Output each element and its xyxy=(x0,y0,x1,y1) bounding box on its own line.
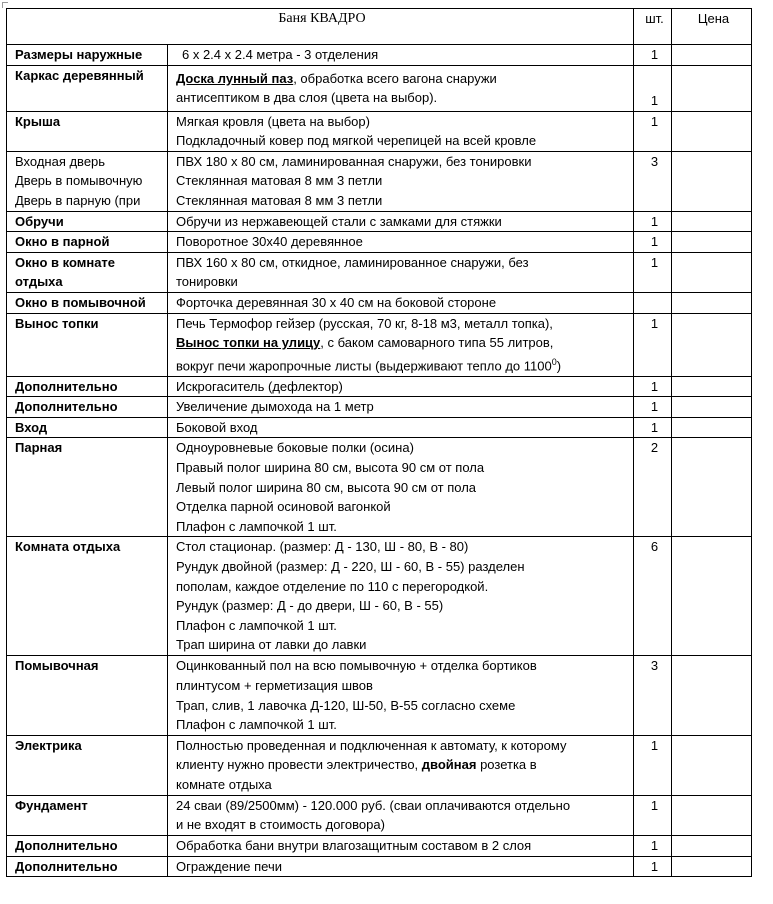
row-description xyxy=(168,151,634,211)
row-qty: 1 xyxy=(634,111,672,151)
table-row xyxy=(7,417,752,438)
row-price xyxy=(672,111,752,151)
row-description xyxy=(168,65,634,111)
row-price xyxy=(672,438,752,537)
row-description: Боковой вход xyxy=(168,417,634,438)
label-line: Окно в комнате xyxy=(15,254,116,270)
row-description xyxy=(168,313,634,376)
row-price xyxy=(672,537,752,656)
desc-text: ПВХ 160 х 80 см, откидное, ламинированное снаружи, без xyxy=(176,254,529,270)
row-label: Вынос топки xyxy=(7,313,168,376)
row-label: Помывочная xyxy=(7,656,168,735)
table-row xyxy=(7,313,752,376)
row-description xyxy=(168,252,634,292)
row-price xyxy=(672,232,752,253)
desc-text: Стеклянная матовая 8 мм 3 петли xyxy=(176,192,383,208)
row-qty: 1 xyxy=(634,65,672,111)
table-row xyxy=(7,252,752,292)
table-header-row xyxy=(7,9,752,45)
desc-text: Отделка парной осиновой вагонкой xyxy=(176,499,391,515)
row-description: Обручи из нержавеющей стали с замками для стяжки xyxy=(168,211,634,232)
desc-text: антисептиком в два слоя (цвета на выбор). xyxy=(176,90,438,106)
row-label xyxy=(7,252,168,292)
desc-text: Полностью проведенная и подключенная к автомату, к которому xyxy=(176,737,567,753)
row-qty: 3 xyxy=(634,656,672,735)
desc-text: Плафон с лампочкой 1 шт. xyxy=(176,717,337,733)
row-price xyxy=(672,656,752,735)
row-qty: 1 xyxy=(634,376,672,397)
table-row xyxy=(7,292,752,313)
desc-emphasis: Доска лунный паз xyxy=(176,70,294,86)
row-qty: 6 xyxy=(634,537,672,656)
table-title: Баня КВАДРО xyxy=(7,9,634,45)
table-row xyxy=(7,376,752,397)
desc-text: комнате отдыха xyxy=(176,776,272,792)
row-label: Электрика xyxy=(7,735,168,795)
row-description: Искрогаситель (дефлектор) xyxy=(168,376,634,397)
row-price xyxy=(672,417,752,438)
table-row xyxy=(7,835,752,856)
desc-text: ) xyxy=(556,358,562,374)
row-description: Обработка бани внутри влагозащитным составом в 2 слоя xyxy=(168,835,634,856)
desc-text: , с баком самоварного типа 55 литров, xyxy=(320,335,554,351)
row-label: Комната отдыха xyxy=(7,537,168,656)
label-line: Входная дверь xyxy=(15,153,106,169)
desc-text: Трап, слив, 1 лавочка Д-120, Ш-50, В-55 согласно схеме xyxy=(176,697,516,713)
table-row xyxy=(7,537,752,656)
desc-text: Плафон с лампочкой 1 шт. xyxy=(176,518,337,534)
desc-text: Правый полог ширина 80 см, высота 90 см от пола xyxy=(176,460,485,476)
row-label: Окно в парной xyxy=(7,232,168,253)
row-qty: 1 xyxy=(634,417,672,438)
desc-text: , обработка всего вагона снаружи xyxy=(293,70,497,86)
desc-text: Левый полог ширина 80 см, высота 90 см от пола xyxy=(176,479,477,495)
row-label: Дополнительно xyxy=(7,376,168,397)
row-qty: 2 xyxy=(634,438,672,537)
desc-text: 24 сваи (89/2500мм) - 120.000 руб. (сваи оплачиваются отдельно xyxy=(176,797,571,813)
row-qty: 1 xyxy=(634,232,672,253)
table-row xyxy=(7,656,752,735)
desc-text: тонировки xyxy=(176,274,238,290)
desc-text: вокруг печи жаропрочные листы (выдерживают тепло до 1100 xyxy=(176,358,552,374)
table-row xyxy=(7,151,752,211)
desc-text: и не входят в стоимость договора) xyxy=(176,817,385,833)
row-description: 6 x 2.4 x 2.4 метра - 3 отделения xyxy=(168,45,634,66)
row-price xyxy=(672,835,752,856)
row-qty: 1 xyxy=(634,397,672,418)
desc-text: Трап ширина от лавки до лавки xyxy=(176,637,367,653)
row-price xyxy=(672,856,752,877)
label-line: Дверь в помывочную xyxy=(15,173,143,189)
label-line: отдыха xyxy=(15,274,63,290)
row-description: Ограждение печи xyxy=(168,856,634,877)
row-label: Крыша xyxy=(7,111,168,151)
desc-text: Мягкая кровля (цвета на выбор) xyxy=(176,113,370,129)
table-row xyxy=(7,232,752,253)
row-label: Дополнительно xyxy=(7,397,168,418)
desc-emphasis: двойная xyxy=(421,757,477,773)
row-price xyxy=(672,292,752,313)
row-price xyxy=(672,397,752,418)
row-qty: 1 xyxy=(634,835,672,856)
price-column-header: Цена xyxy=(672,9,752,45)
table-row xyxy=(7,856,752,877)
row-qty: 1 xyxy=(634,313,672,376)
row-label: Парная xyxy=(7,438,168,537)
row-price xyxy=(672,795,752,835)
desc-text: Стол стационар. (размер: Д - 130, Ш - 80, В - 80) xyxy=(176,539,469,555)
row-label: Дополнительно xyxy=(7,835,168,856)
desc-text: ПВХ 180 х 80 см, ламинированная снаружи, без тонировки xyxy=(176,153,532,169)
desc-text: Стеклянная матовая 8 мм 3 петли xyxy=(176,173,383,189)
row-description xyxy=(168,656,634,735)
row-description xyxy=(168,795,634,835)
row-qty: 1 xyxy=(634,795,672,835)
desc-text: розетка в xyxy=(476,757,537,773)
row-price xyxy=(672,151,752,211)
row-description xyxy=(168,735,634,795)
row-label: Обручи xyxy=(7,211,168,232)
row-price xyxy=(672,376,752,397)
row-label: Окно в помывочной xyxy=(7,292,168,313)
desc-text: Плафон с лампочкой 1 шт. xyxy=(176,617,337,633)
row-qty: 3 xyxy=(634,151,672,211)
row-qty: 1 xyxy=(634,211,672,232)
desc-text: Рундук двойной (размер: Д - 220, Ш - 60, В - 55) разделен xyxy=(176,559,525,575)
row-price xyxy=(672,45,752,66)
row-label: Каркас деревянный xyxy=(7,65,168,111)
desc-text: Одноуровневые боковые полки (осина) xyxy=(176,440,414,456)
table-row xyxy=(7,65,752,111)
table-row xyxy=(7,795,752,835)
row-description xyxy=(168,111,634,151)
row-price xyxy=(672,313,752,376)
row-price xyxy=(672,252,752,292)
row-qty xyxy=(634,292,672,313)
desc-text: Рундук (размер: Д - до двери, Ш - 60, В - 55) xyxy=(176,598,444,614)
label-line: Дверь в парную (при xyxy=(15,192,141,208)
desc-text: клиенту нужно провести электричество, xyxy=(176,757,422,773)
desc-text: пополам, каждое отделение по 110 с перегородкой. xyxy=(176,578,489,594)
row-description: Увеличение дымохода на 1 метр xyxy=(168,397,634,418)
row-qty: 1 xyxy=(634,735,672,795)
row-label: Размеры наружные xyxy=(7,45,168,66)
row-description xyxy=(168,537,634,656)
desc-text: Оцинкованный пол на всю помывочную + отделка бортиков xyxy=(176,658,537,674)
table-row xyxy=(7,45,752,66)
row-price xyxy=(672,211,752,232)
desc-text: Печь Термофор гейзер (русская, 70 кг, 8-18 м3, металл топка), xyxy=(176,315,553,331)
desc-emphasis: Вынос топки на улицу xyxy=(176,335,321,351)
table-row xyxy=(7,111,752,151)
row-label: Фундамент xyxy=(7,795,168,835)
row-qty: 1 xyxy=(634,45,672,66)
row-label: Дополнительно xyxy=(7,856,168,877)
superscript: 0 xyxy=(551,356,557,367)
row-description: Поворотное 30х40 деревянное xyxy=(168,232,634,253)
row-description: Форточка деревянная 30 х 40 см на боковой стороне xyxy=(168,292,634,313)
row-price xyxy=(672,735,752,795)
table-row xyxy=(7,735,752,795)
price-spec-table xyxy=(6,8,752,877)
table-row xyxy=(7,438,752,537)
qty-column-header: шт. xyxy=(634,9,672,45)
table-row xyxy=(7,211,752,232)
row-qty: 1 xyxy=(634,252,672,292)
table-row xyxy=(7,397,752,418)
row-price xyxy=(672,65,752,111)
row-description xyxy=(168,438,634,537)
desc-text: Подкладочный ковер под мягкой черепицей на всей кровле xyxy=(176,133,537,149)
row-label: Вход xyxy=(7,417,168,438)
row-label xyxy=(7,151,168,211)
row-qty: 1 xyxy=(634,856,672,877)
desc-text: плинтусом + герметизация швов xyxy=(176,678,373,694)
